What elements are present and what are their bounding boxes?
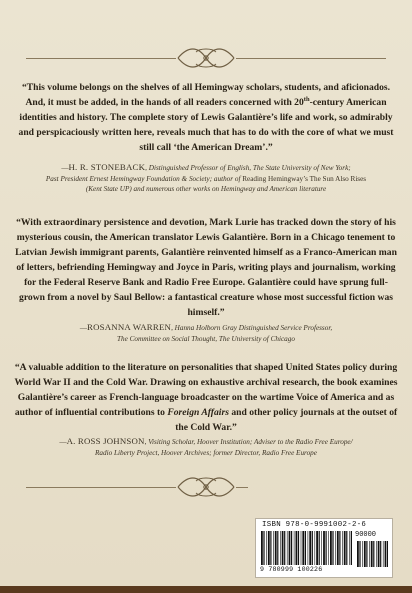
endorsement-quote-2 [14,215,398,320]
endorsement-attribution-1: —H. R. STONEBACK, Distinguished Professor of English, The State University of New York; Past President Ernest Hemingway Foundation & Society; author of Reading Hemingway’s The Sun Also Rises (Kent State UP) and numerous other works on Hemingway and American literature [45,162,367,193]
bottom-edge-strip [0,586,412,593]
quote-3-journal-title: Foreign Affairs [167,407,229,418]
quote-2-text: “With extraordinary persistence and devotion, Mark Lurie has tracked down the story of his mysterious cousin, the American translator Lewis Galantière. Born in a Chicago tenement to Latvian Jewish immigrant parents, Galantière reinvented himself as a Franco-American man of letters, befriending Hemingway and Joyce in Paris, writing plays and journalism, working for the Federal Reserve Bank and Radio Free Europe. Galantière could have sprung full-grown from a novel by Saul Bellow: a fantastical creature whose most successful fiction was himself.” [15,217,397,318]
barcode-bars [260,531,352,565]
isbn-number: ISBN 978-0-9991002-2-6 [262,521,367,529]
endorser-name-3: A. ROSS JOHNSON [66,436,145,446]
endorsement-quote-3 [14,360,398,435]
endorser-affiliation-1c: (Kent State UP) and numerous other works on Hemingway and American literature [85,185,327,193]
isbn-barcode [255,518,393,578]
price-addon-bars [356,541,388,567]
quote-1-superscript: th [303,95,310,103]
top-flourish-ornament [174,44,238,72]
bottom-rule-left [26,487,176,488]
endorser-title-1: Distinguished Professor of English, The State University of New York; [148,164,351,172]
endorser-title-3: Visiting Scholar, Hoover Institution; Adviser to the Radio Free Europe/ [148,438,353,446]
endorsement-quote-1 [14,80,398,155]
quote-1-text-a: “This volume belongs on the shelves of all Hemingway scholars, students, and aficionados. And, it must be added, in the hands of all readers concerned with 20 [21,82,391,108]
endorser-name-2: ROSANNA WARREN [87,322,172,332]
barcode-digits: 9 780999 100226 [260,566,323,573]
quote-3-text-b: and other policy journals at the outset of the Cold War.” [175,407,398,433]
bottom-rule-right [236,487,248,488]
endorser-affiliation-3: Radio Liberty Project, Hoover Archives; former Director, Radio Free Europe [95,448,317,457]
endorser-affiliation-2: The Committee on Social Thought, The University of Chicago [117,334,295,343]
endorser-title-2: Hanna Holborn Gray Distinguished Service Professor, [174,324,333,332]
endorser-affiliation-1b: Reading Hemingway’s The Sun Also Rises [240,174,367,183]
endorser-affiliation-1a: Past President Ernest Hemingway Foundation & Society; author of [45,174,241,183]
top-rule-right [236,58,386,59]
barcode-price-code: 90000 [355,531,377,539]
bottom-flourish-ornament [174,473,238,501]
top-rule-left [26,58,176,59]
quote-3-text-a: “A valuable addition to the literature on personalities that shaped United States policy during World War II and the Cold War. Drawing on exhaustive archival research, the book examines Galantière’s career as French-language broadcaster on the wartime Voice of America and as author of influential contributions to [14,362,398,418]
endorsement-attribution-3: —A. ROSS JOHNSON, Visiting Scholar, Hoover Institution; Adviser to the Radio Free Europe/ Radio Liberty Project, Hoover Archives; former Director, Radio Free Europe [59,436,353,457]
endorsement-attribution-2: —ROSANNA WARREN, Hanna Holborn Gray Distinguished Service Professor, The Committee on Social Thought, The University of Chicago [79,322,333,343]
endorser-name-1: H. R. STONEBACK [68,162,146,172]
quote-1-text-b: -century American identities and history. The complete story of Lewis Galantière’s life and work, so admirably and perspicaciously written here, reveals much that has to do with the core of what we must still call ‘the American Dream’.” [18,97,394,153]
